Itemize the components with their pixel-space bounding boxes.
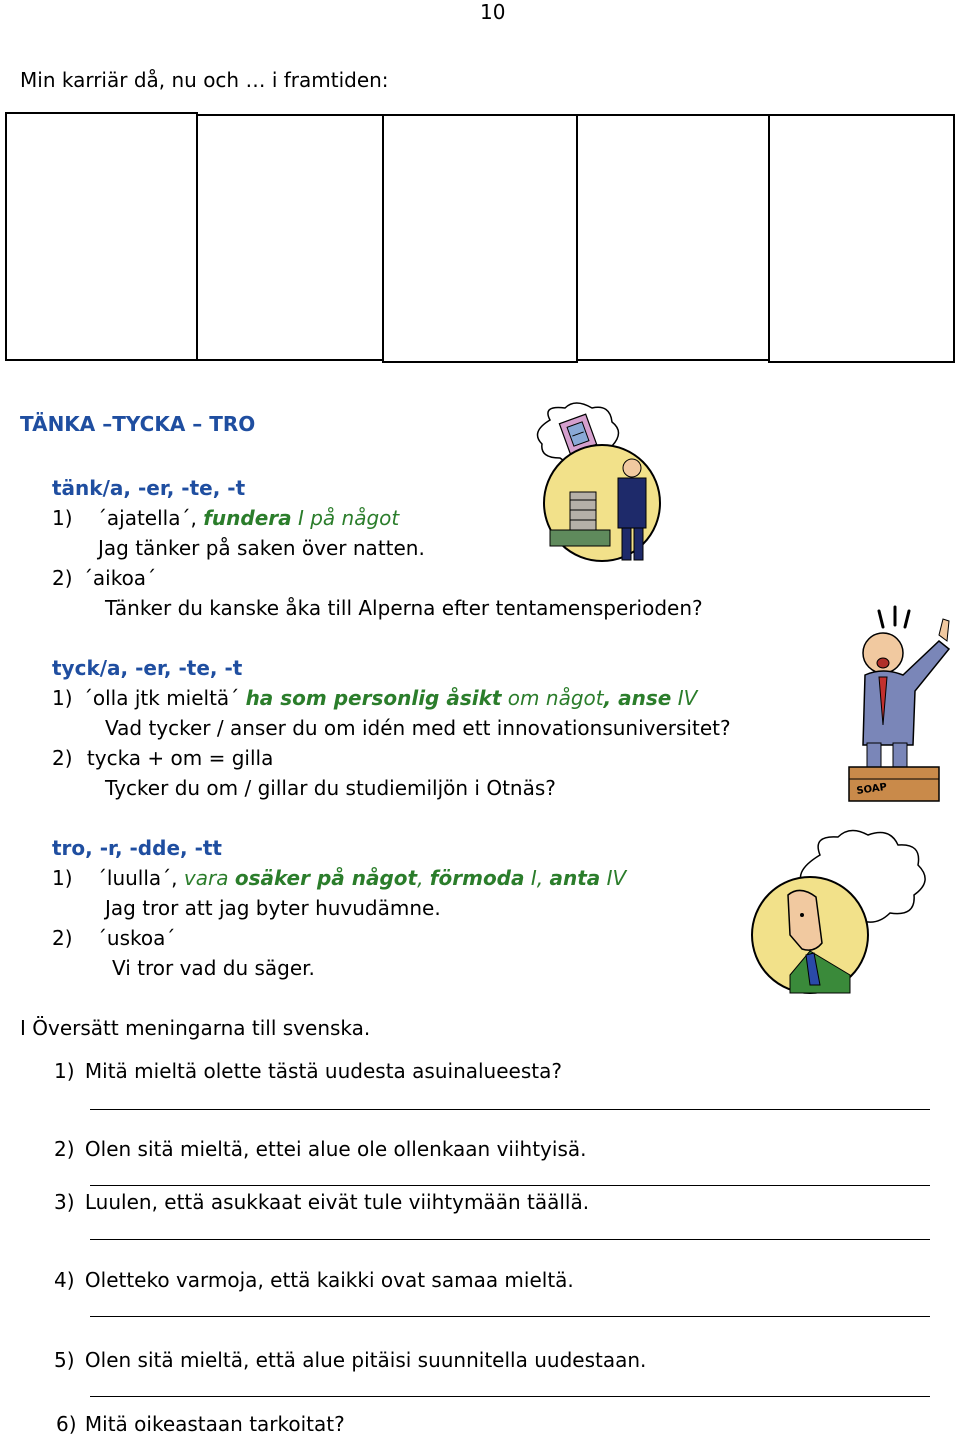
exercise-item (54, 1190, 589, 1214)
tro-head: tro, -r, -dde, -tt (52, 836, 222, 860)
soapbox-label: SOAP (855, 781, 888, 797)
tycka-head: tyck/a, -er, -te, -t (52, 656, 243, 680)
answer-line-5[interactable] (90, 1396, 930, 1397)
tanka-num-1: 1) (52, 506, 73, 530)
exercise-text: Oletteko varmoja, että kaikki ovat samaa mieltä. (84, 1268, 574, 1292)
answer-line-3[interactable] (90, 1239, 930, 1240)
career-box-5[interactable] (768, 114, 955, 363)
tro-fi-2: ´uskoa´ (96, 926, 176, 950)
tro-num-2: 2) (52, 926, 73, 950)
exercise-item (54, 1268, 574, 1292)
tycka-example-2: Tycker du om / gillar du studiemiljön i Otnäs? (105, 776, 556, 800)
tanka-head: tänk/a, -er, -te, -t (52, 476, 246, 500)
exercise-text: Mitä oikeastaan tarkoitat? (84, 1412, 345, 1436)
man-on-soapbox-icon (843, 605, 960, 805)
tro-sv-bold-1: osäker på något (234, 866, 418, 890)
tro-sv-b-1: , (417, 866, 430, 890)
career-heading: Min karriär då, nu och … i framtiden: (20, 68, 389, 92)
tanka-sv-bold-1: fundera (203, 506, 292, 530)
tro-fi-1: ´luulla´, (96, 866, 184, 890)
tro-line-1 (52, 866, 626, 890)
exercise-item (54, 1348, 646, 1372)
tycka-example-1: Vad tycker / anser du om idén med ett innovationsuniversitet? (105, 716, 731, 740)
tanka-example-2: Tänker du kanske åka till Alperna efter tentamensperioden? (105, 596, 703, 620)
tro-sv-d-1: IV (600, 866, 627, 890)
exercise-item (54, 1059, 562, 1083)
exercise-num: 6) (56, 1412, 77, 1436)
tro-num-1: 1) (52, 866, 73, 890)
page-number: 10 (480, 0, 506, 24)
career-box-4[interactable] (576, 114, 770, 361)
tro-sv-a-1: vara (183, 866, 235, 890)
career-box-1[interactable] (5, 112, 198, 361)
tro-sv-c-1: I, (524, 866, 550, 890)
tanka-sv-rest-1: I på något (291, 506, 400, 530)
exercise-num: 2) (54, 1137, 75, 1161)
tycka-line-2 (52, 746, 273, 770)
tro-sv-bold2-1: förmoda (429, 866, 525, 890)
section-title: TÄNKA –TYCKA – TRO (20, 412, 256, 436)
answer-line-4[interactable] (90, 1316, 930, 1317)
tycka-sv-rest-1: IV (671, 686, 698, 710)
tanka-example-1: Jag tänker på saken över natten. (98, 536, 425, 560)
answer-line-2[interactable] (90, 1185, 930, 1186)
exercise-num: 5) (54, 1348, 75, 1372)
tycka-sv-bold2-1: , anse (603, 686, 672, 710)
tanka-num-2: 2) (52, 566, 73, 590)
answer-line-1[interactable] (90, 1109, 930, 1110)
tycka-sv-mid-1: om något (501, 686, 604, 710)
career-box-2[interactable] (196, 114, 384, 361)
tanka-line-1 (52, 506, 399, 530)
tycka-num-2: 2) (52, 746, 73, 770)
businessman-thinking-icon (530, 400, 665, 565)
tanka-line-2 (52, 566, 156, 590)
tycka-num-1: 1) (52, 686, 73, 710)
exercise-text: Mitä mieltä olette tästä uudesta asuinalueesta? (84, 1059, 562, 1083)
exercise-item (54, 1137, 586, 1161)
tro-example-2: Vi tror vad du säger. (112, 956, 315, 980)
exercise-item (56, 1412, 345, 1436)
exercise-text: Olen sitä mieltä, ettei alue ole ollenkaan viihtyisä. (84, 1137, 587, 1161)
exercise-num: 1) (54, 1059, 75, 1083)
tanka-fi-1: ´ajatella´, (96, 506, 204, 530)
tycka-sv-bold-1: ha som personlig åsikt (245, 686, 502, 710)
exercise-title: I Översätt meningarna till svenska. (20, 1016, 371, 1040)
tro-line-2 (52, 926, 175, 950)
man-thought-bubble-icon (750, 825, 955, 995)
exercise-text: Olen sitä mieltä, että alue pitäisi suunnitella uudestaan. (84, 1348, 647, 1372)
exercise-num: 4) (54, 1268, 75, 1292)
tycka-fi-1: ´olla jtk mieltä´ (82, 686, 240, 710)
tycka-text-2: tycka + om = gilla (86, 746, 274, 770)
exercise-text: Luulen, että asukkaat eivät tule viihtymään täällä. (84, 1190, 590, 1214)
exercise-num: 3) (54, 1190, 75, 1214)
tro-example-1: Jag tror att jag byter huvudämne. (105, 896, 441, 920)
tro-sv-bold3-1: anta (549, 866, 601, 890)
career-box-3[interactable] (382, 114, 578, 363)
tanka-fi-2: ´aikoa´ (82, 566, 157, 590)
tycka-line-1 (52, 686, 697, 710)
